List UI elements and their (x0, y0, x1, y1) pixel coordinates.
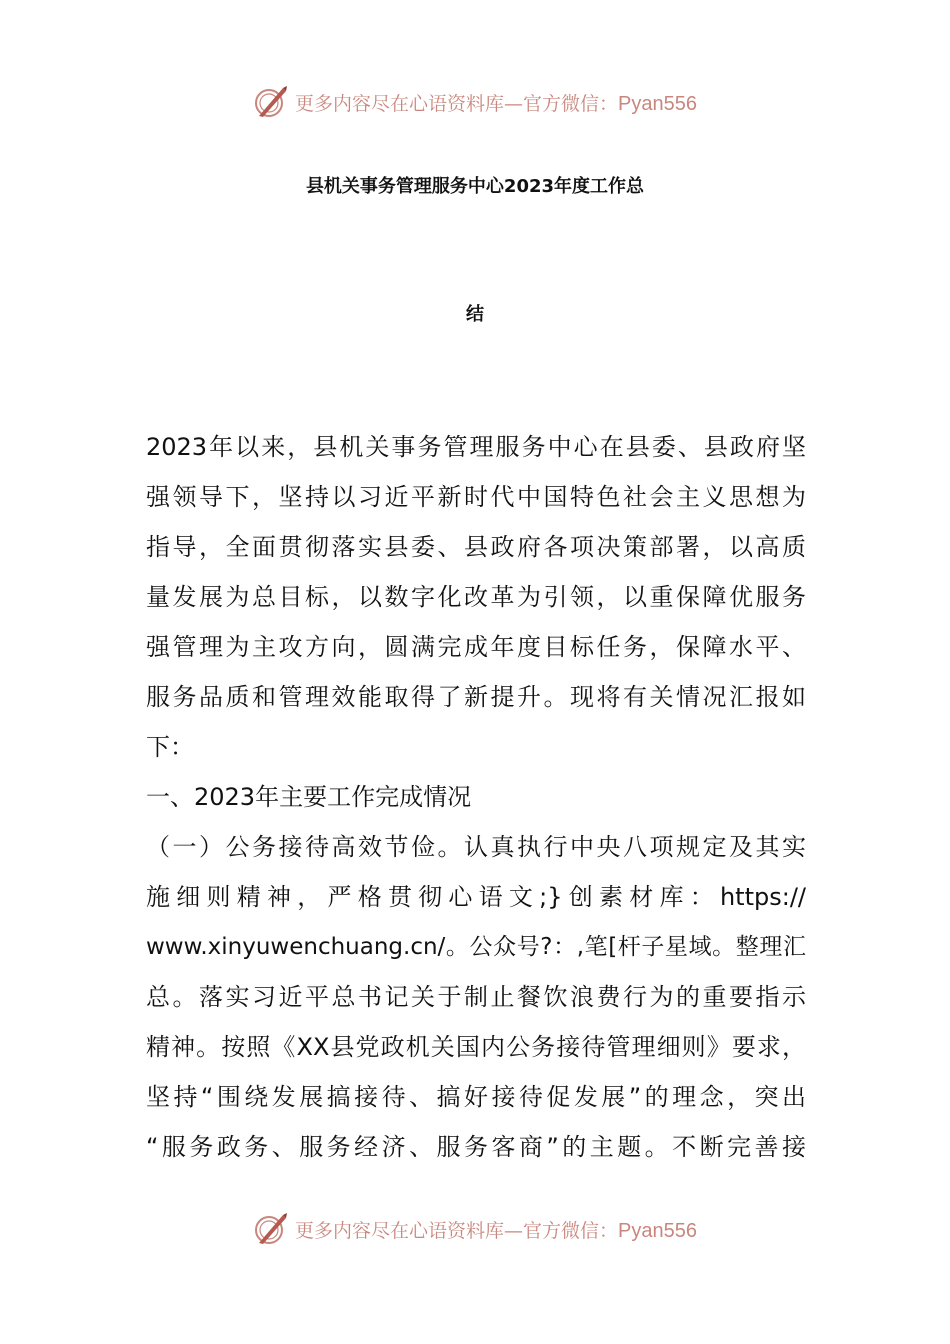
body-line-2: 强领导下，坚持以习近平新时代中国特色社会主义思想为 (146, 483, 806, 511)
footer-watermark-banner (0, 1209, 950, 1249)
quill-pen-seal-icon (253, 1211, 289, 1247)
document-title-line-2: 结 (466, 304, 484, 325)
watermark-text: 更多内容尽在心语资料库—官方微信：Pyan556 (295, 92, 697, 115)
header-watermark-banner (0, 82, 950, 122)
body-line-4: 量发展为总目标，以数字化改革为引领，以重保障优服务 (146, 583, 806, 611)
body-line-15: “服务政务、服务经济、服务客商”的主题。不断完善接 (146, 1133, 806, 1161)
body-line-7: 下： (146, 733, 194, 761)
quill-pen-seal-icon (253, 84, 289, 120)
section-heading-1: 一、2023年主要工作完成情况 (146, 783, 472, 811)
body-line-5: 强管理为主攻方向，圆满完成年度目标任务，保障水平、 (146, 633, 806, 661)
body-line-14: 坚持“围绕发展搞接待、搞好接待促发展”的理念，突出 (146, 1083, 806, 1111)
body-line-6: 服务品质和管理效能取得了新提升。现将有关情况汇报如 (146, 683, 806, 711)
wechat-id: Pyan556 (618, 1219, 697, 1242)
body-line-12: 总。落实习近平总书记关于制止餐饮浪费行为的重要指示 (146, 983, 806, 1011)
body-line-9: （一）公务接待高效节俭。认真执行中央八项规定及其实 (146, 833, 806, 861)
body-line-11: www.xinyuwenchuang.cn/。公众号?：,笔[杆子星域。整理汇 (146, 934, 806, 960)
body-line-10: 施细则精神，严格贯彻心语文;}创素材库：https:// (146, 883, 806, 911)
body-line-1: 2023年以来，县机关事务管理服务中心在县委、县政府坚 (146, 433, 806, 461)
body-line-3: 指导，全面贯彻落实县委、县政府各项决策部署，以高质 (146, 533, 806, 561)
body-line-13: 精神。按照《XX县党政机关国内公务接待管理细则》要求， (146, 1033, 806, 1061)
document-title-line-1: 县机关事务管理服务中心2023年度工作总 (305, 176, 645, 197)
watermark-text: 更多内容尽在心语资料库—官方微信：Pyan556 (295, 1219, 697, 1242)
wechat-id: Pyan556 (618, 92, 697, 115)
